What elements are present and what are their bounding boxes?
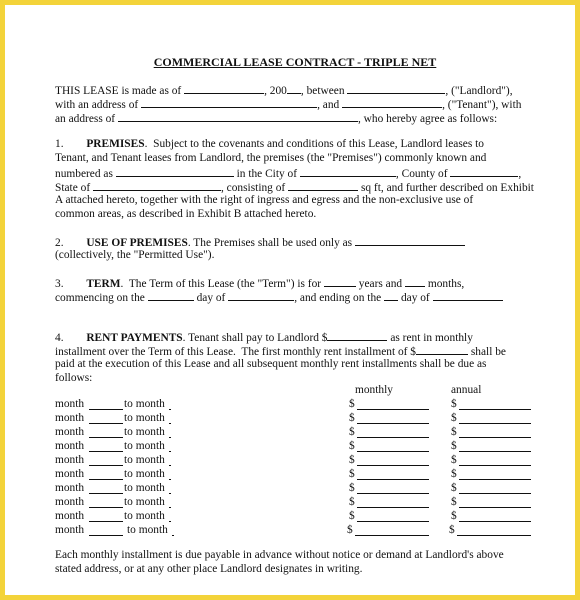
from-month-blank[interactable]: [89, 451, 123, 452]
schedule-row: month to month $ $: [55, 467, 535, 481]
use-line-1: 2. USE OF PREMISES. The Premises shall be used only as: [55, 234, 535, 250]
schedule-row: month to month $ $: [55, 523, 535, 537]
schedule-row: month to month $ $: [55, 439, 535, 453]
date-blank[interactable]: [184, 82, 264, 94]
annual-amount-blank[interactable]: [457, 535, 531, 536]
square-feet-blank[interactable]: [288, 179, 358, 191]
annual-amount-blank[interactable]: [459, 493, 531, 494]
use-heading: USE OF PREMISES: [86, 237, 188, 249]
schedule-row: month to month $ $: [55, 411, 535, 425]
to-month-blank[interactable]: [169, 423, 171, 424]
schedule-row: month to month $ $: [55, 453, 535, 467]
premises-heading: PREMISES: [86, 138, 145, 150]
premises-number-blank[interactable]: [116, 165, 234, 177]
to-month-blank[interactable]: [169, 465, 171, 466]
to-month-blank[interactable]: [169, 437, 171, 438]
use-line-2: (collectively, the "Permitted Use").: [55, 249, 215, 261]
first-installment-blank[interactable]: [416, 343, 468, 355]
document-title: COMMERCIAL LEASE CONTRACT - TRIPLE NET: [153, 55, 437, 69]
from-month-blank[interactable]: [89, 479, 123, 480]
premises-line-3: numbered as in the City of , County of ,: [55, 165, 535, 181]
payment-terms-line-1: Each monthly installment is due payable in advance without notice or demand at Landlord's above: [55, 549, 504, 561]
schedule-row: month to month $ $: [55, 495, 535, 509]
annual-amount-blank[interactable]: [459, 507, 531, 508]
tenant-name-blank[interactable]: [342, 96, 442, 108]
term-line-2: commencing on the day of , and ending on the day of: [55, 289, 535, 305]
rent-line-4: follows:: [55, 372, 93, 384]
schedule-row: month to month $ $: [55, 425, 535, 439]
start-month-blank[interactable]: [228, 289, 294, 301]
permitted-use-blank[interactable]: [355, 234, 465, 246]
schedule-row: month to month $ $: [55, 509, 535, 523]
to-month-blank[interactable]: [172, 535, 174, 536]
monthly-amount-blank[interactable]: [357, 451, 429, 452]
state-blank[interactable]: [93, 179, 221, 191]
rent-heading: RENT PAYMENTS: [86, 332, 183, 344]
rent-line-1: 4. RENT PAYMENTS. Tenant shall pay to Landlord $ as rent in monthly: [55, 329, 535, 345]
start-day-blank[interactable]: [148, 289, 194, 301]
monthly-amount-blank[interactable]: [355, 535, 429, 536]
premises-line-1: 1. PREMISES. Subject to the covenants and conditions of this Lease, Landlord leases to: [55, 138, 484, 150]
rent-line-3: paid at the execution of this Lease and all subsequent monthly rent installments shall be due as: [55, 358, 487, 370]
from-month-blank[interactable]: [89, 535, 123, 536]
monthly-amount-blank[interactable]: [357, 465, 429, 466]
landlord-address-blank[interactable]: [141, 96, 317, 108]
intro-line-1: THIS LEASE is made as of , 200 , between , ("Landlord"),: [55, 82, 535, 98]
to-month-blank[interactable]: [169, 507, 171, 508]
from-month-blank[interactable]: [89, 409, 123, 410]
term-heading: TERM: [86, 278, 121, 290]
payment-terms-line-2: stated address, or at any other place Landlord designates in writing.: [55, 563, 363, 575]
schedule-row: month to month $ $: [55, 397, 535, 411]
annual-column-header: annual: [451, 384, 482, 396]
from-month-blank[interactable]: [89, 437, 123, 438]
to-month-blank[interactable]: [169, 521, 171, 522]
landlord-name-blank[interactable]: [347, 82, 445, 94]
premises-line-4: State of , consisting of sq ft, and further described on Exhibit: [55, 179, 535, 195]
to-month-blank[interactable]: [169, 451, 171, 452]
monthly-amount-blank[interactable]: [357, 479, 429, 480]
term-months-blank[interactable]: [405, 275, 425, 287]
from-month-blank[interactable]: [89, 493, 123, 494]
premises-line-5: A attached hereto, together with the right of ingress and egress and the non-exclusive use of: [55, 194, 474, 206]
intro-line-3: an address of , who hereby agree as follows:: [55, 110, 535, 126]
premises-line-6: common areas, as described in Exhibit B attached hereto.: [55, 208, 317, 220]
annual-amount-blank[interactable]: [459, 437, 531, 438]
from-month-blank[interactable]: [89, 507, 123, 508]
monthly-amount-blank[interactable]: [357, 521, 429, 522]
to-month-blank[interactable]: [169, 493, 171, 494]
end-day-blank[interactable]: [384, 289, 398, 301]
annual-amount-blank[interactable]: [459, 465, 531, 466]
year-blank[interactable]: [287, 82, 301, 94]
annual-amount-blank[interactable]: [459, 479, 531, 480]
document-page: [5, 5, 575, 595]
from-month-blank[interactable]: [89, 423, 123, 424]
county-blank[interactable]: [450, 165, 518, 177]
to-month-blank[interactable]: [169, 479, 171, 480]
monthly-amount-blank[interactable]: [357, 493, 429, 494]
annual-amount-blank[interactable]: [459, 521, 531, 522]
term-line-1: 3. TERM. The Term of this Lease (the "Term") is for years and months,: [55, 275, 535, 291]
monthly-column-header: monthly: [355, 384, 393, 396]
intro-line-2: with an address of , and , ("Tenant"), with: [55, 96, 535, 112]
from-month-blank[interactable]: [89, 465, 123, 466]
payment-terms: [55, 548, 535, 576]
term-years-blank[interactable]: [324, 275, 356, 287]
monthly-amount-blank[interactable]: [357, 423, 429, 424]
annual-amount-blank[interactable]: [459, 409, 531, 410]
monthly-amount-blank[interactable]: [357, 507, 429, 508]
schedule-row: month to month $ $: [55, 481, 535, 495]
rent-amount-blank[interactable]: [327, 329, 387, 341]
tenant-address-blank[interactable]: [118, 110, 358, 122]
from-month-blank[interactable]: [89, 521, 123, 522]
annual-amount-blank[interactable]: [459, 451, 531, 452]
monthly-amount-blank[interactable]: [357, 409, 429, 410]
annual-amount-blank[interactable]: [459, 423, 531, 424]
monthly-amount-blank[interactable]: [357, 437, 429, 438]
city-blank[interactable]: [300, 165, 396, 177]
rent-line-2: installment over the Term of this Lease. The first monthly rent installment of $ shall be: [55, 343, 535, 359]
premises-line-2: Tenant, and Tenant leases from Landlord, the premises (the "Premises") commonly known and: [55, 152, 487, 164]
to-month-blank[interactable]: [169, 409, 171, 410]
end-month-blank[interactable]: [433, 289, 503, 301]
